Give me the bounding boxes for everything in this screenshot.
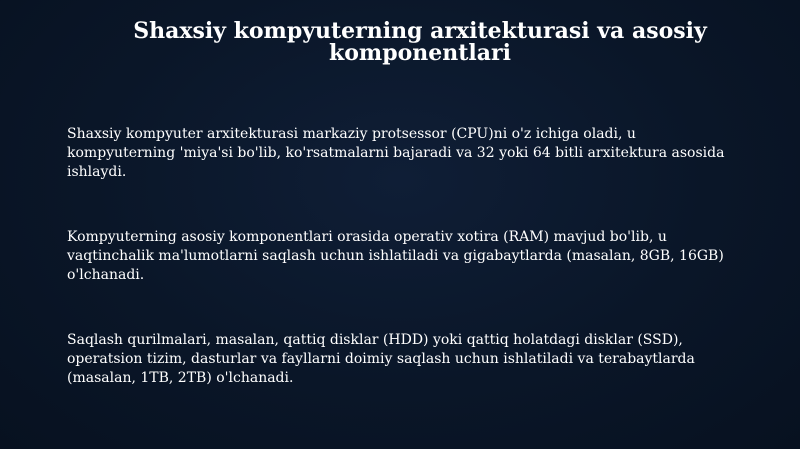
paragraph-ram: Kompyuterning asosiy komponentlari orasida operativ xotira (RAM) mavjud bo'lib, u vaqtinchalik ma'lumotlarni saqlash uchun ishlatiladi va gigabaytlarda (masalan, 8GB, 16GB) o'lchanadi.: [67, 229, 724, 283]
paragraph-storage: Saqlash qurilmalari, masalan, qattiq disklar (HDD) yoki qattiq holatdagi disklar (SSD), operatsion tizim, dasturlar va fayllarni doimiy saqlash uchun ishlatiladi va terabaytlarda (masalan, 1TB, 2TB) o'lchanadi.: [67, 332, 695, 386]
paragraph-cpu: Shaxsiy kompyuter arxitekturasi markaziy protsessor (CPU)ni o'z ichiga oladi, u kompyuterning 'miya'si bo'lib, ko'rsatmalarni bajaradi va 32 yoki 64 bitli arxitektura asosida ishlaydi.: [67, 126, 725, 180]
slide-title: Shaxsiy kompyuterning arxitekturasi va asosiy komponentlari: [133, 18, 707, 66]
